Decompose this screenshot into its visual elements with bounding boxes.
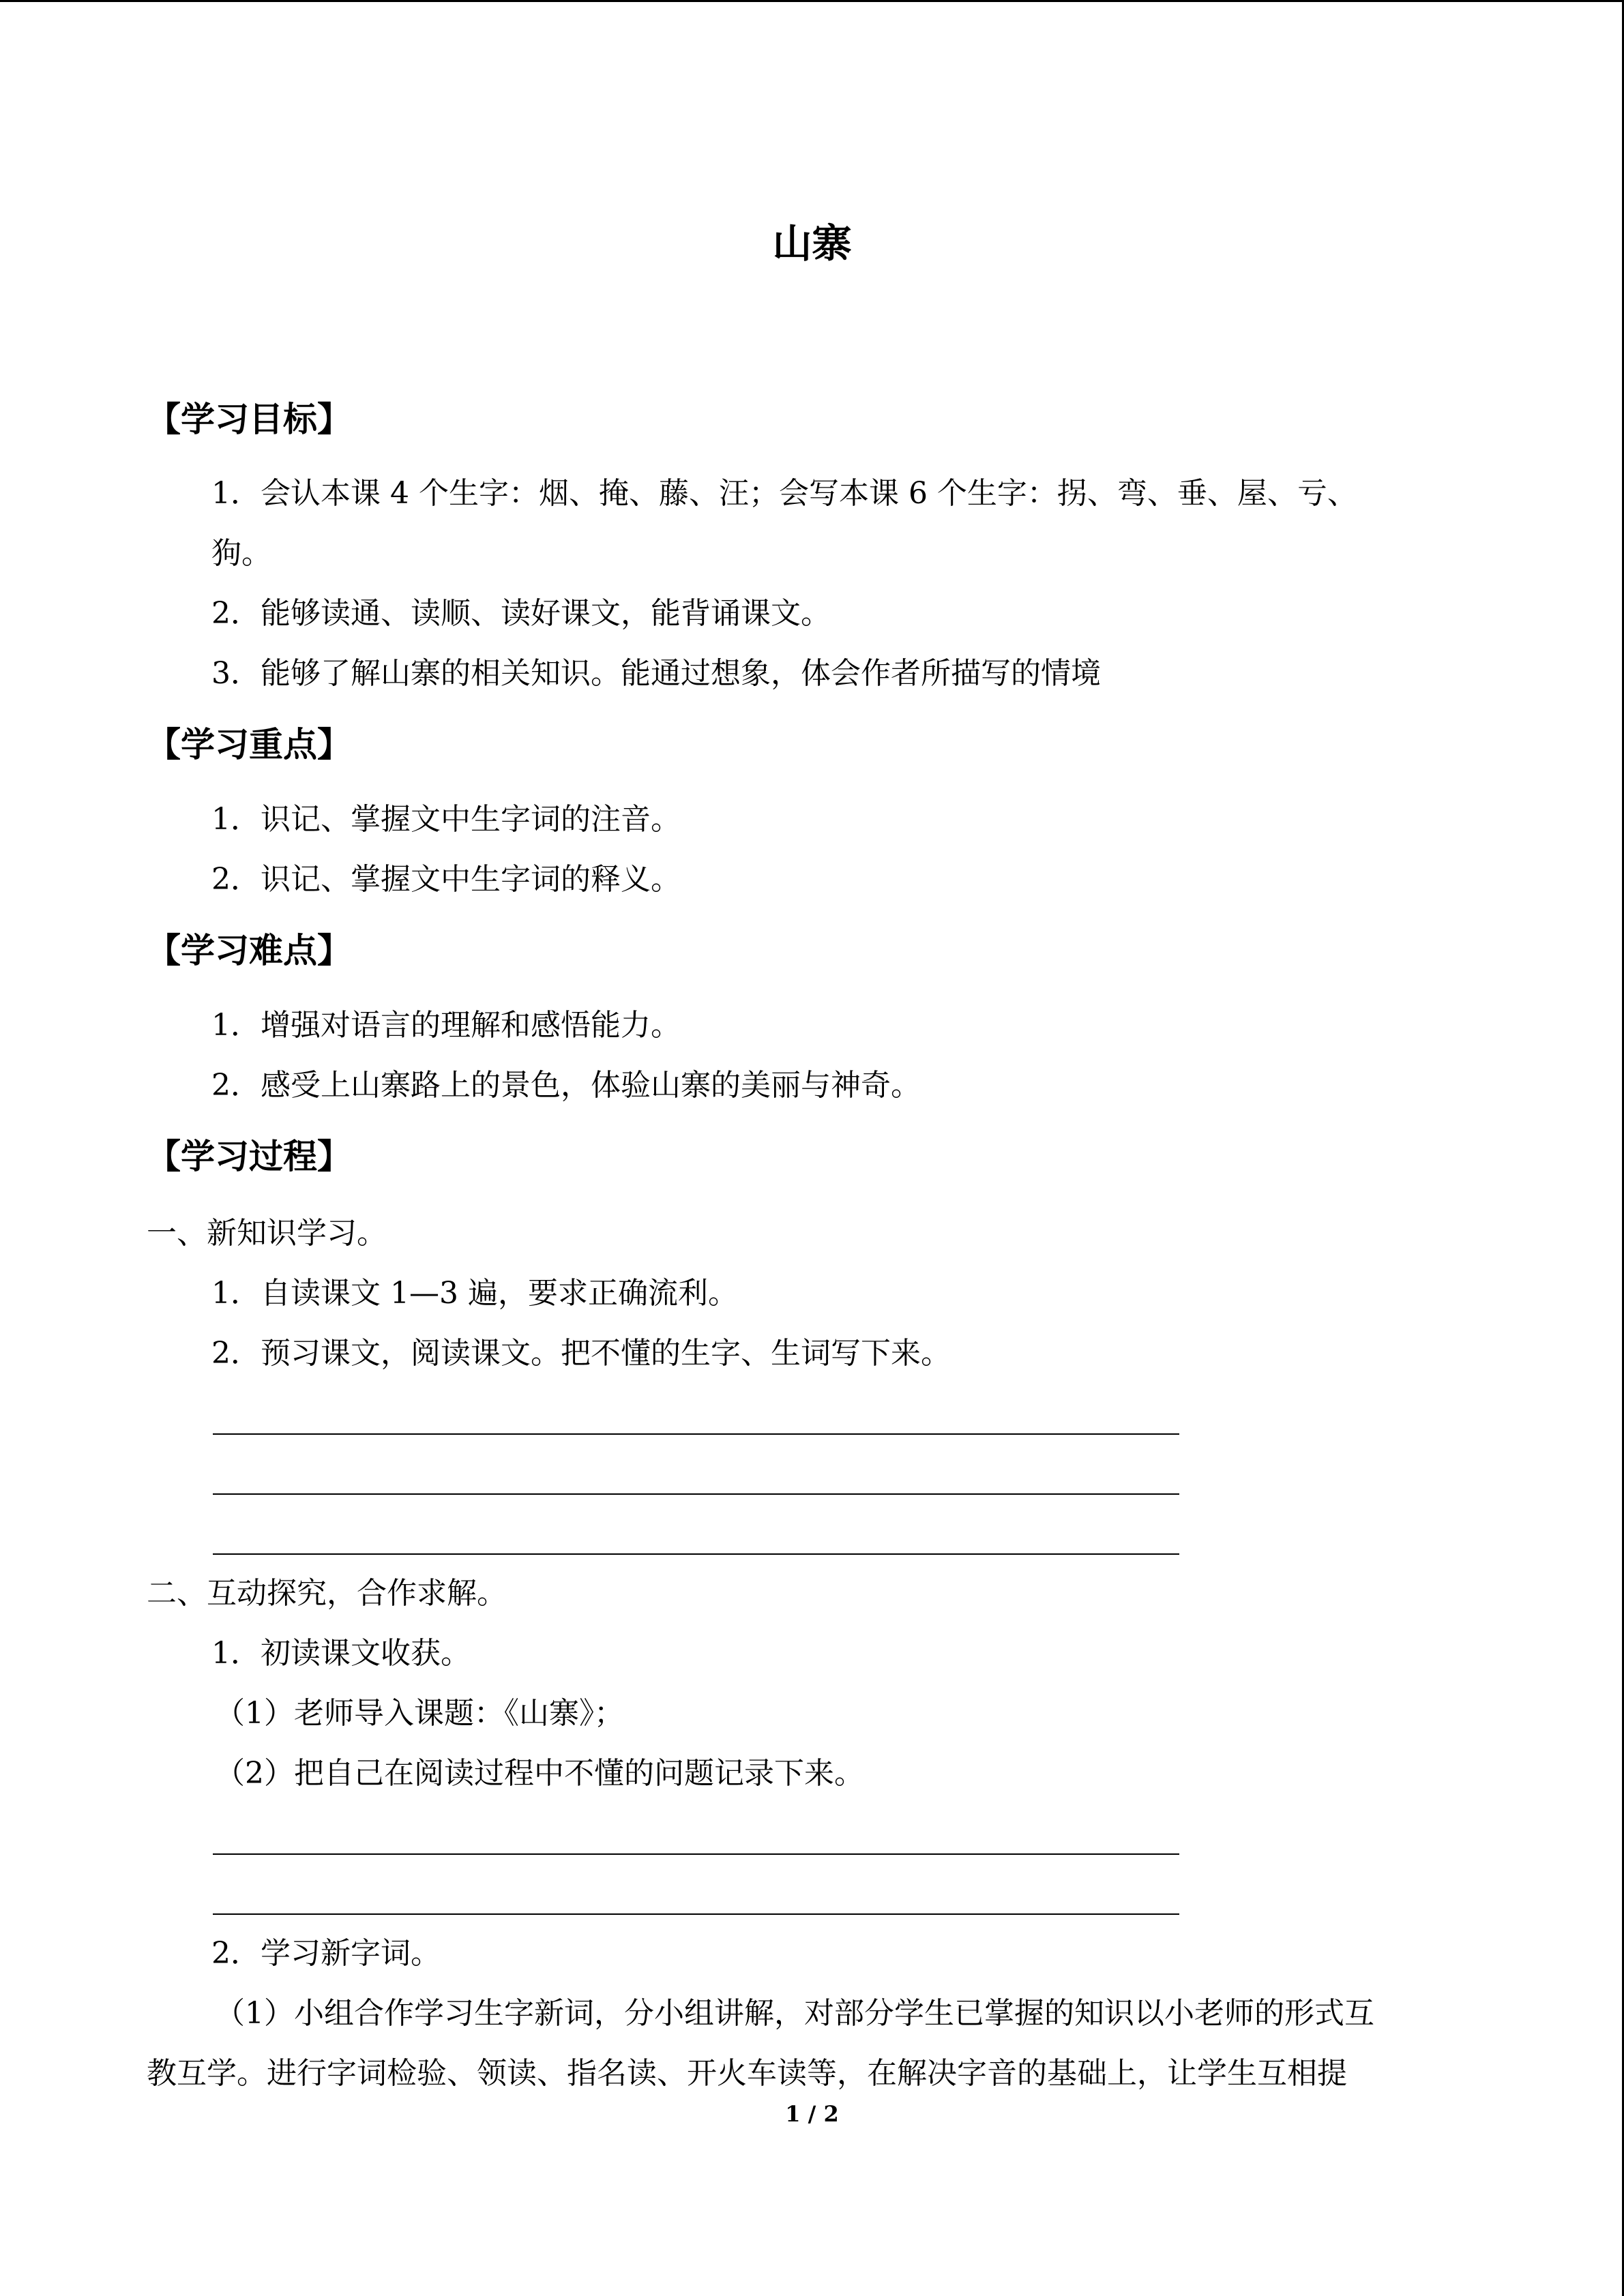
page-title: 山寨 <box>772 220 852 267</box>
answer-blank-line <box>213 1433 1179 1435</box>
process-part2-item-2: 2．学习新字词。 <box>211 1936 441 1971</box>
heading-process: 【学习过程】 <box>147 1137 351 1176</box>
process-part2-subitem-2: （2）把自己在阅读过程中不懂的问题记录下来。 <box>215 1756 864 1791</box>
answer-blank-line <box>213 1853 1179 1855</box>
process-part2-title: 二、互动探究，合作求解。 <box>147 1576 507 1611</box>
heading-key-points: 【学习重点】 <box>147 725 351 764</box>
page-number: 1 / 2 <box>785 2101 839 2127</box>
process-part1-item-2: 2．预习课文，阅读课文。把不懂的生字、生词写下来。 <box>211 1336 951 1371</box>
heading-goals: 【学习目标】 <box>147 400 351 439</box>
goal-item-1-cont: 狗。 <box>211 536 271 571</box>
key-point-item-2: 2．识记、掌握文中生字词的释义。 <box>211 862 681 897</box>
goal-item-2: 2．能够读通、读顺、读好课文，能背诵课文。 <box>211 596 831 631</box>
answer-blank-line <box>213 1913 1179 1915</box>
page-border-top <box>0 0 1624 2</box>
difficulty-item-2: 2．感受上山寨路上的景色，体验山寨的美丽与神奇。 <box>211 1068 921 1103</box>
heading-difficulties: 【学习难点】 <box>147 931 351 970</box>
process-part1-title: 一、新知识学习。 <box>147 1216 387 1251</box>
difficulty-item-1: 1．增强对语言的理解和感悟能力。 <box>211 1008 681 1043</box>
process-part2-paragraph-line-1: （1）小组合作学习生字新词，分小组讲解，对部分学生已掌握的知识以小老师的形式互 <box>215 1996 1374 2031</box>
answer-blank-line <box>213 1553 1179 1555</box>
goal-item-3: 3．能够了解山寨的相关知识。能通过想象，体会作者所描写的情境 <box>211 656 1101 691</box>
goal-item-1: 1．会认本课 4 个生字：烟、掩、藤、汪；会写本课 6 个生字：拐、弯、垂、屋、亏、 <box>211 476 1357 511</box>
process-part1-item-1: 1．自读课文 1—3 遍，要求正确流利。 <box>211 1276 738 1311</box>
process-part2-item-1: 1．初读课文收获。 <box>211 1636 471 1671</box>
process-part2-paragraph-line-2: 教互学。进行字词检验、领读、指名读、开火车读等，在解决字音的基础上，让学生互相提 <box>147 2056 1347 2091</box>
answer-blank-line <box>213 1493 1179 1495</box>
key-point-item-1: 1．识记、掌握文中生字词的注音。 <box>211 802 681 837</box>
process-part2-subitem-1: （1）老师导入课题：《山寨》； <box>215 1696 624 1731</box>
